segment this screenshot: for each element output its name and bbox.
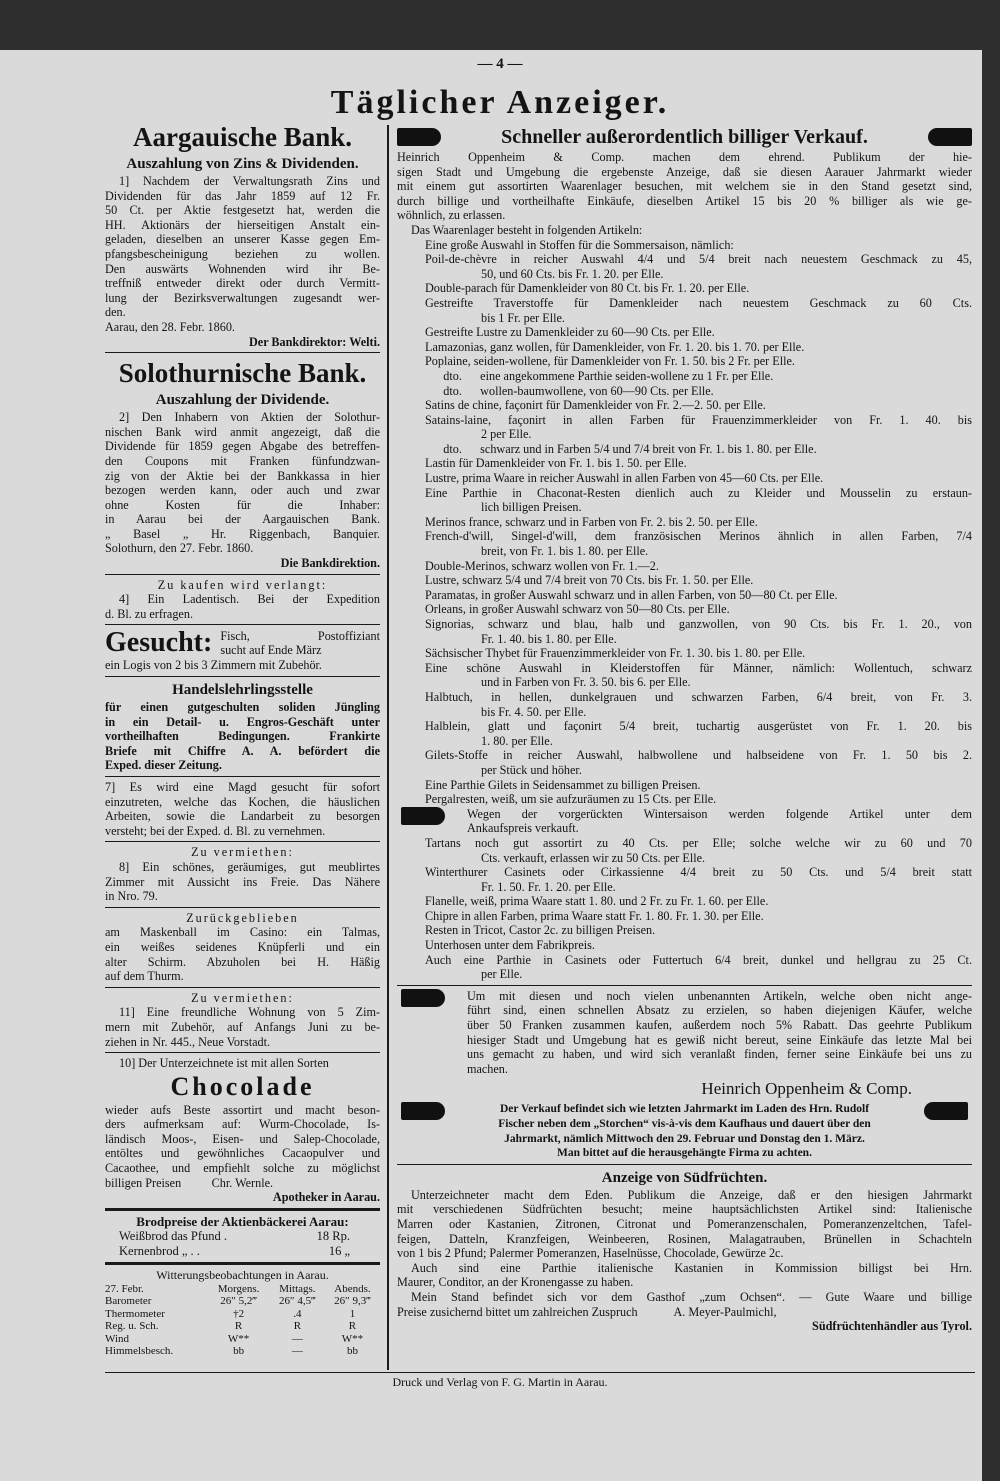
- pointing-hand-icon: [928, 128, 972, 146]
- aargauische-bank-signature: [105, 335, 380, 350]
- text-line: Auszahlung von Zins & Dividenden.: [126, 156, 359, 172]
- text-line: über 50 Franken zusammen kaufen, außerdem noch 5% Rabatt. Das geehrte Publikum: [467, 1018, 972, 1033]
- gesucht-ad-text: [105, 658, 380, 673]
- text-line: entöltes und gewöhnliches Cacaopulver und: [105, 1146, 380, 1161]
- oppenheim-signature: [397, 1076, 972, 1102]
- right-column: [397, 124, 972, 1334]
- chocolade-heading: [105, 1071, 380, 1103]
- pointing-hand-icon: [924, 1102, 968, 1120]
- text-line: Satains-laine, façonirt in allen Farben für Frauenzimmerkleider von Fr. 1. 40. bis: [425, 412, 972, 427]
- text-line: Gestreifte Traverstoffe für Damenkleider nach neuestem Geschmack zu 60 Cts.: [425, 295, 972, 310]
- text-line: alter Schirm. Abzuholen bei H. Häßig: [105, 954, 380, 969]
- weather-cell: Himmelsbesch.: [105, 1345, 174, 1358]
- weather-observations: [105, 1268, 380, 1358]
- rabatt-note: [397, 989, 972, 1077]
- text-line: mit verschiedenen Südfrüchten besucht; meine hauptsächlichsten Artikel sind: Italienische: [397, 1202, 972, 1217]
- text-line: Merinos france, schwarz und in Farben von Fr. 2. bis 2. 50. per Elle.: [425, 514, 758, 529]
- handelslehrling-heading: [105, 680, 380, 700]
- text-line: lung der Bezirksverwaltungen zugesandt wer-: [105, 290, 380, 305]
- text-line: ländisch Moos-, Eisen- und Salep-Chocolade,: [105, 1131, 380, 1146]
- weather-cell: 1: [349, 1307, 356, 1320]
- text-line: Halblein, glatt und façonirt 5/4 breit, tuchartig ausgerüstet von Fr. 1. 20. bis: [425, 719, 972, 734]
- text-line: Auch sind eine Parthie italienische Kastanien in Kommission billigst bei Hrn.: [411, 1260, 972, 1275]
- text-line: Orleans, in großer Auswahl schwarz von 50—80 Cts. per Elle.: [425, 602, 730, 617]
- solothurnische-bank-signature: [105, 556, 380, 571]
- left-column: [105, 120, 380, 1358]
- text-line: Halbtuch, in hellen, dunkelgrauen und schwarzen Farben, 6/4 breit, von Fr. 3.: [425, 689, 972, 704]
- text-line: Südfrüchtenhändler aus Tyrol.: [812, 1319, 972, 1334]
- text-line: Poplaine, seiden-wollene, für Damenkleider von Fr. 1. 50. bis 2 Fr. per Elle.: [425, 354, 795, 369]
- text-line: dto. schwarz und in Farben 5/4 und 7/4 breit von Fr. 1. bis 1. 80. per Elle.: [425, 441, 817, 456]
- text-line: Briefe mit Chiffre A. A. befördert die: [105, 743, 380, 758]
- article: [397, 748, 972, 777]
- divider: [105, 907, 380, 908]
- text-line: Preise zusichernd bittet um zahlreichen Zuspruch A. Meyer-Paulmichl,: [397, 1304, 777, 1319]
- weather-cell: †2: [233, 1307, 245, 1320]
- text-line: sucht auf Ende März: [220, 643, 322, 658]
- text-line: ein weißes seidenes Knüpferli und ein: [105, 939, 380, 954]
- bread-item: Kernenbrod „ . .: [119, 1243, 200, 1258]
- text-line: Um mit diesen und noch vielen unbenannten Artikeln, welche oben nicht ange-: [467, 988, 972, 1003]
- text-line: billigen Preisen Chr. Wernle.: [105, 1175, 274, 1190]
- article: [397, 865, 972, 894]
- text-line: 1] Nachdem der Verwaltungsrath Zins und: [119, 174, 380, 188]
- text-line: lich billigen Preisen.: [481, 500, 582, 515]
- weather-cell: Reg. u. Sch.: [105, 1320, 159, 1333]
- weather-cell: Barometer: [105, 1295, 152, 1308]
- divider: [105, 624, 380, 625]
- text-line: uns gemacht zu haben, und wird sich veranlaßt finden, ferner seine Einkäufe bei uns zu: [467, 1047, 972, 1062]
- text-line: Paramatas, in großer Auswahl schwarz und in allen Farben, von 50—80 Ct. per Elle.: [425, 587, 838, 602]
- bread-price: 18 Rp.: [316, 1228, 350, 1243]
- solothurnische-bank-text: [105, 410, 380, 556]
- weather-cell: Wind: [105, 1332, 129, 1345]
- article: [397, 836, 972, 865]
- text-line: Exped. dieser Zeitung.: [105, 758, 222, 773]
- text-line: vortheilhaften Bedingungen. Frankirte: [105, 729, 380, 744]
- text-line: Auch eine Parthie in Casinets oder Futtertuch 6/4 breit, dunkel und hellgrau zu 25 Ct.: [425, 952, 972, 967]
- sommersaison-line: [397, 238, 972, 253]
- zurueckgeblieben-heading: [105, 911, 380, 926]
- article: [397, 792, 972, 807]
- weather-cell: .4: [293, 1307, 302, 1320]
- text-line: in Nro. 79.: [105, 889, 158, 904]
- page-number: — 4 —: [477, 56, 523, 72]
- text-line: bezogen werden kann, oder auch und zwar: [105, 483, 380, 498]
- text-line: mit einem gut assortirten Waarenlager besuchen, mit welchem sie in den Stand gesetzt sind,: [397, 179, 972, 194]
- text-line: Handelslehrlingsstelle: [172, 682, 313, 699]
- weather-cell: 26″ 4,5‴: [279, 1295, 316, 1308]
- text-line: 7] Es wird eine Magd gesucht für sofort: [105, 780, 380, 794]
- weather-cell: R: [293, 1320, 302, 1333]
- article: [397, 325, 972, 340]
- text-line: Solothurn, den 27. Febr. 1860.: [105, 541, 254, 556]
- weather-cell: bb: [233, 1345, 245, 1358]
- bread-prices: [105, 1214, 380, 1259]
- weather-cell: R: [348, 1320, 357, 1333]
- text-line: Tartans noch gut assortirt zu 40 Cts. per Elle; solche welche wir zu 60 und 70: [425, 835, 972, 850]
- weather-cell: —: [291, 1345, 303, 1358]
- kastanien-text: [397, 1261, 972, 1290]
- text-line: wieder aufs Beste assortirt und macht beson-: [105, 1102, 380, 1117]
- pointing-hand-icon: [401, 1102, 445, 1120]
- text-line: Signorias, schwarz und blau, halb und ganzwollen, von 90 Cts. bis Fr. 1. 20., von: [425, 617, 972, 631]
- weather-title: Witterungsbeobachtungen in Aarau.: [156, 1267, 329, 1282]
- weather-cell: W**: [227, 1332, 250, 1345]
- text-line: auf dem Thurm.: [105, 969, 184, 984]
- text-line: nischen Bank wird anmit angezeigt, daß die: [105, 424, 380, 439]
- bread-prices-title: Brodpreise der Aktienbäckerei Aarau:: [136, 1213, 349, 1229]
- text-line: per Stück und höher.: [481, 762, 582, 777]
- text-line: Jahrmarkt, nämlich Mittwoch den 29. Februar und Donstag den 1. März.: [504, 1132, 865, 1145]
- text-line: Eine Parthie Gilets in Seidensammet zu billigen Preisen.: [425, 777, 701, 792]
- text-line: in ein Detail- u. Engros-Geschäft unter: [105, 714, 380, 729]
- text-line: ziehen in Nr. 445., Neue Vorstadt.: [105, 1034, 271, 1049]
- text-line: 4] Ein Ladentisch. Bei der Expedition: [119, 592, 380, 607]
- divider: [105, 776, 380, 777]
- text-line: durch billige und vortheilhafte Einkäufe, dieselben Artikel 15 bis 20 % billiger als wie ge-: [397, 193, 972, 208]
- text-line: Cacaothee, und empfiehlt solche zu möglichst: [105, 1161, 380, 1176]
- article: [397, 909, 972, 924]
- pointing-hand-icon: [401, 807, 445, 825]
- divider: [105, 1372, 975, 1373]
- text-line: Double-parach für Damenkleider von 80 Ct. bis Fr. 1. 20. per Elle.: [425, 281, 750, 296]
- text-line: mern mit Zubehör, auf Anfangs Juni zu be-: [105, 1019, 380, 1034]
- pointing-hand-icon: [401, 989, 445, 1007]
- article: [397, 602, 972, 617]
- article: [397, 486, 972, 515]
- text-line: in Aarau bei der Aargauischen Bank.: [105, 512, 380, 527]
- article: [397, 559, 972, 574]
- text-line: breit, von Fr. 1. bis 1. 80. per Elle.: [481, 544, 649, 559]
- article: [397, 588, 972, 603]
- article: [397, 923, 972, 938]
- text-line: French-d'will, Singel-d'will, dem französischen Merinos ähnlich in allen Farben, 7/4: [425, 529, 972, 544]
- text-line: Heinrich Oppenheim & Comp. machen dem ehrend. Publikum der hie-: [397, 150, 972, 164]
- article: [397, 340, 972, 355]
- text-line: geladen, dieselben an unserer Kasse gegen Em-: [105, 232, 380, 247]
- text-line: Gilets-Stoffe in reicher Auswahl, halbwollene und halbseidene von Fr. 1. 50 bis 2.: [425, 748, 972, 763]
- sale-header-title: Schneller außerordentlich billiger Verkauf.: [501, 126, 868, 148]
- zu-kaufen-heading: [105, 578, 380, 593]
- divider: [105, 841, 380, 842]
- text-line: 8] Ein schönes, geräumiges, gut meublirtes: [119, 859, 380, 874]
- divider: [105, 1262, 380, 1265]
- text-line: Eine Parthie in Chaconat-Resten dienlich auch zu Kleider und Mousselin zu erstaun-: [425, 485, 972, 500]
- weather-cell: W**: [341, 1332, 364, 1345]
- weather-cell: Thermometer: [105, 1307, 165, 1320]
- article: [397, 281, 972, 296]
- text-line: 50 Ct. per Aktie festgesetzt hat, werden die: [105, 203, 380, 218]
- article: [397, 894, 972, 909]
- aargauische-bank-heading: [105, 120, 380, 154]
- gesucht-heading: Gesucht:: [105, 627, 213, 659]
- article: [397, 413, 972, 442]
- text-line: einzutreten, welche das Kochen, die häuslichen: [105, 794, 380, 809]
- waarenlager-line: [397, 223, 972, 238]
- text-line: Satins de chine, façonirt für Damenkleider von Fr. 2.—2. 50. per Elle.: [425, 398, 766, 413]
- solothurnische-bank-subheading: [105, 390, 380, 410]
- verkauf-notice: [397, 1102, 972, 1160]
- text-line: Zu vermiethen:: [191, 845, 294, 860]
- text-line: Anzeige von Südfrüchten.: [601, 1169, 768, 1186]
- weather-cell: 27. Febr.: [105, 1282, 144, 1295]
- text-line: Lustre, schwarz 5/4 und 7/4 breit von 70 Cts. bis Fr. 1. 50. per Elle.: [425, 573, 754, 588]
- text-line: Fr. 1. 50. Fr. 1. 20. per Elle.: [481, 879, 616, 894]
- suedfruechte-text: [397, 1188, 972, 1261]
- article: [397, 354, 972, 369]
- text-line: Gestreifte Lustre zu Damenkleider zu 60—90 Cts. per Elle.: [425, 325, 715, 340]
- meyer-signature: [397, 1319, 972, 1334]
- text-line: Den auswärts Wohnenden wird ihr Be-: [105, 261, 380, 276]
- article: [397, 296, 972, 325]
- text-line: Lustre, prima Waare in reicher Auswahl in allen Farben von 45—60 Cts. per Elle.: [425, 471, 824, 486]
- imprint: Druck und Verlag von F. G. Martin in Aarau.: [392, 1375, 608, 1389]
- text-line: bis 1 Fr. per Elle.: [481, 310, 565, 325]
- weather-cell: 26″ 9,3‴: [334, 1295, 371, 1308]
- text-line: Das Waarenlager besteht in folgenden Artikeln:: [411, 222, 643, 237]
- article: [397, 369, 972, 384]
- wohnung-ad: [105, 1005, 380, 1049]
- text-line: Chocolade: [170, 1071, 315, 1101]
- solothurnische-bank-heading: [105, 356, 380, 390]
- text-line: für einen gutgeschulten soliden Jüngling: [105, 700, 380, 715]
- text-line: ohne Kosten für die Inhaber:: [105, 497, 380, 512]
- text-line: per Elle.: [481, 967, 523, 982]
- aargauische-bank-subheading: [105, 154, 380, 174]
- text-line: Man bittet auf die herausgehängte Firma zu achten.: [557, 1147, 812, 1160]
- text-line: Aargauische Bank.: [132, 122, 353, 152]
- sale-header: [397, 124, 972, 150]
- article: [397, 690, 972, 719]
- text-line: Pergalresten, weiß, um sie aufzuräumen zu 15 Cts. per Elle.: [425, 792, 717, 807]
- text-line: und in Farben von Fr. 3. 50. bis 6. per Elle.: [481, 675, 691, 690]
- text-line: Chipre in allen Farben, prima Waare statt Fr. 1. 80. Fr. 1. 30. per Elle.: [425, 908, 764, 923]
- pointing-hand-icon: [397, 128, 441, 146]
- article: [397, 471, 972, 486]
- article: [397, 646, 972, 661]
- bread-row: [105, 1229, 380, 1244]
- weather-row: [105, 1283, 380, 1296]
- text-line: Resten in Tricot, Castor 2c. zu billigen Preisen.: [425, 923, 656, 938]
- text-line: ein Logis von 2 bis 3 Zimmern mit Zubehör.: [105, 658, 322, 673]
- text-line: Der Verkauf befindet sich wie letzten Jahrmarkt im Laden des Hrn. Rudolf: [499, 1103, 870, 1116]
- text-line: Double-Merinos, schwarz wollen von Fr. 1.—2.: [425, 558, 659, 573]
- article: [397, 661, 972, 690]
- article: [397, 938, 972, 953]
- text-line: d. Bl. zu erfragen.: [105, 606, 193, 621]
- text-line: Lamazonias, ganz wollen, für Damenkleider, von Fr. 1. 20. bis 1. 70. per Elle.: [425, 339, 805, 354]
- text-line: Unterzeichneter macht dem Eden. Publikum die Anzeige, daß er den hiesigen Jahrmarkt: [411, 1187, 972, 1202]
- text-line: bis Fr. 4. 50. per Elle.: [481, 704, 587, 719]
- gesucht-ad: [105, 628, 380, 658]
- text-line: pfangsbescheinigung beziehen zu wollen.: [105, 246, 380, 261]
- weather-cell: bb: [346, 1345, 358, 1358]
- magd-ad: [105, 780, 380, 838]
- text-line: hiesiger Stadt und Umgebung hat es gewiß nicht bereut, seine Einkäufe das letzte Mal bei: [467, 1032, 972, 1047]
- text-line: Wegen der vorgerückten Wintersaison werden folgende Artikel unter dem: [467, 806, 972, 821]
- text-line: Zimmer mit Aussicht ins Freie. Das Nähere: [105, 874, 380, 889]
- article: [397, 252, 972, 281]
- handelslehrling-text: [105, 700, 380, 773]
- text-line: dto. wollen-baumwollene, von 60—90 Cts. per Elle.: [425, 383, 714, 398]
- divider: [105, 987, 380, 988]
- text-line: Maurer, Conditor, an der Kronengasse zu haben.: [397, 1275, 634, 1290]
- weather-row: [105, 1295, 380, 1308]
- zu-vermiethen-heading-2: [105, 991, 380, 1006]
- weather-table: [105, 1283, 380, 1358]
- bread-item: Weißbrod das Pfund .: [119, 1228, 228, 1243]
- text-line: 1. 80. per Elle.: [481, 733, 553, 748]
- text-line: versteht; bei der Exped. d. Bl. zu vernehmen.: [105, 823, 326, 838]
- text-line: Fischer neben dem „Storchen“ vis-à-vis dem Kaufhaus und dauert über den: [498, 1118, 871, 1130]
- text-line: Fisch, Postoffiziant: [220, 628, 380, 643]
- text-line: HH. Aktionärs der hierseitigen Anstalt ein-: [105, 217, 380, 232]
- weather-cell: R: [234, 1320, 243, 1333]
- article: [397, 442, 972, 457]
- oppenheim-intro: [397, 150, 972, 223]
- divider: [105, 574, 380, 575]
- text-line: Zu vermiethen:: [191, 990, 294, 1005]
- divider: [105, 676, 380, 677]
- article: [397, 719, 972, 748]
- divider: [397, 1164, 972, 1165]
- text-line: 50, und 60 Cts. bis Fr. 1. 20. per Elle.: [481, 266, 664, 281]
- text-line: machen.: [467, 1061, 508, 1076]
- text-line: den.: [105, 305, 126, 320]
- weather-cell: Morgens.: [217, 1282, 260, 1295]
- text-line: Die Bankdirektion.: [280, 556, 380, 571]
- text-line: Dividende für 1859 gegen Abgabe des betreffen-: [105, 439, 380, 454]
- text-line: führt sind, einen schnellen Absatz zu erzielen, so haben diejenigen Käufer, welche: [467, 1003, 972, 1018]
- chocolade-intro: [105, 1056, 380, 1071]
- text-line: dto. eine angekommene Parthie seiden-wollene zu 1 Fr. per Elle.: [425, 368, 774, 383]
- text-line: Mein Stand befindet sich vor dem Gasthof „zum Ochsen“. — Gute Waare und billige: [411, 1289, 972, 1304]
- weather-row: [105, 1308, 380, 1321]
- text-line: den Coupons mit Franken fünfundzwan-: [105, 453, 380, 468]
- text-line: 2 per Elle.: [481, 427, 532, 442]
- text-line: Dividenden für das Jahr 1859 auf 12 Fr.: [105, 188, 380, 203]
- divider: [105, 352, 380, 353]
- text-line: sigen Stadt und Umgebung die ergebenste Anzeige, daß sie diesen Aarauer Jahrmarkt wieder: [397, 164, 972, 179]
- text-line: Cts. verkauft, erlassen wir zu 50 Cts. per Elle.: [481, 850, 706, 865]
- text-line: Unterhosen unter dem Fabrikpreis.: [425, 938, 595, 953]
- chocolade-signature: [105, 1190, 380, 1205]
- aargauische-bank-text: [105, 174, 380, 335]
- weather-cell: Abends.: [334, 1282, 371, 1295]
- text-line: wöhnlich, zu erlassen.: [397, 208, 506, 223]
- text-line: Zurückgeblieben: [186, 910, 299, 925]
- text-line: Zu kaufen wird verlangt:: [157, 577, 328, 592]
- text-line: Solothurnische Bank.: [118, 358, 367, 389]
- text-line: Ankaufspreis verkauft.: [467, 821, 579, 836]
- text-line: Auszahlung der Dividende.: [155, 392, 330, 409]
- text-line: Aarau, den 28. Febr. 1860.: [105, 319, 235, 334]
- text-line: von 1 bis 2 Pfund; Palermer Pomeranzen, Haselnüsse, Chocolade, Gewürze 2c.: [397, 1246, 784, 1261]
- newspaper-title: Täglicher Anzeiger.: [330, 84, 670, 121]
- article: [397, 456, 972, 471]
- wintersaison-note: [397, 807, 972, 836]
- text-line: 10] Der Unterzeichnete ist mit allen Sorten: [119, 1056, 329, 1071]
- article: [397, 778, 972, 793]
- ladentisch-ad: [105, 592, 380, 621]
- weather-cell: Mittags.: [279, 1282, 316, 1295]
- zu-vermiethen-heading-1: [105, 845, 380, 860]
- text-line: Marren oder Kastanien, Zitronen, Citronat und Pomeranzenschalen, Pomeranzenzeltchen, Tafel-: [397, 1216, 972, 1231]
- weather-row: [105, 1320, 380, 1333]
- article: [397, 398, 972, 413]
- article: [397, 384, 972, 399]
- stand-text: [397, 1290, 972, 1319]
- weather-cell: 26″ 5,2‴: [220, 1295, 257, 1308]
- weather-cell: —: [291, 1332, 303, 1345]
- divider: [105, 1052, 380, 1053]
- weather-row: [105, 1333, 380, 1346]
- text-line: Flanelle, weiß, prima Waare statt 1. 80. und 2 Fr. zu Fr. 1. 60. per Elle.: [425, 894, 769, 909]
- text-line: treffniß entweder direkt oder durch Vermitt-: [105, 276, 380, 291]
- bread-price: 16 „: [328, 1243, 350, 1258]
- text-line: Lastin für Damenkleider von Fr. 1. bis 1. 50. per Elle.: [425, 456, 687, 471]
- column-divider: [387, 125, 389, 1370]
- text-line: ders aufmerksam auf: Wurm-Chocolade, Is-: [105, 1117, 380, 1132]
- text-line: feigen, Datteln, Kranzfeigen, Weinbeeren, Rosinen, Malagatrauben, Brünellen in Schachteln: [397, 1231, 972, 1246]
- text-line: Eine große Auswahl in Stoffen für die Sommersaison, nämlich:: [425, 237, 734, 252]
- article: [397, 573, 972, 588]
- text-line: Winterthurer Casinets oder Cirkassienne 4/4 breit zu 50 Cts. und 5/4 breit statt: [425, 865, 972, 880]
- text-line: Apotheker in Aarau.: [272, 1190, 380, 1205]
- weather-row: [105, 1345, 380, 1358]
- article: [397, 617, 972, 646]
- text-line: 2] Den Inhabern von Aktien der Solothur-: [119, 410, 380, 425]
- text-line: „ Basel „ Hr. Riggenbach, Banquier.: [105, 526, 380, 541]
- article: [397, 953, 972, 982]
- article: [397, 529, 972, 558]
- text-line: Sächsischer Thybet für Frauenzimmerkleider von Fr. 1. 30. bis 1. 80. per Elle.: [425, 646, 806, 661]
- divider: [105, 1208, 380, 1211]
- text-line: Eine schöne Auswahl in Kleiderstoffen für Männer, nämlich: Wollentuch, schwarz: [425, 660, 972, 675]
- divider: [397, 985, 972, 986]
- text-line: Fr. 1. 40. bis 1. 80. per Elle.: [481, 631, 617, 646]
- text-line: Heinrich Oppenheim & Comp.: [701, 1079, 912, 1099]
- zimmer-ad: [105, 860, 380, 904]
- text-line: Poil-de-chèvre in reicher Auswahl 4/4 und 5/4 breit nach neuestem Geschmack zu 45,: [425, 252, 972, 267]
- maskenball-ad: [105, 925, 380, 983]
- text-line: Der Bankdirektor: Welti.: [248, 334, 380, 349]
- bread-row: [105, 1244, 380, 1259]
- suedfruechte-heading: [397, 1168, 972, 1188]
- text-line: Arbeiten, sowie die Landarbeit zu besorgen: [105, 809, 380, 824]
- text-line: zig von der Aktie bei der Bankkassa in hier: [105, 468, 380, 483]
- article: [397, 515, 972, 530]
- text-line: am Maskenball im Casino: ein Talmas,: [105, 925, 380, 940]
- text-line: 11] Eine freundliche Wohnung von 5 Zim-: [119, 1005, 380, 1020]
- chocolade-text: [105, 1103, 380, 1191]
